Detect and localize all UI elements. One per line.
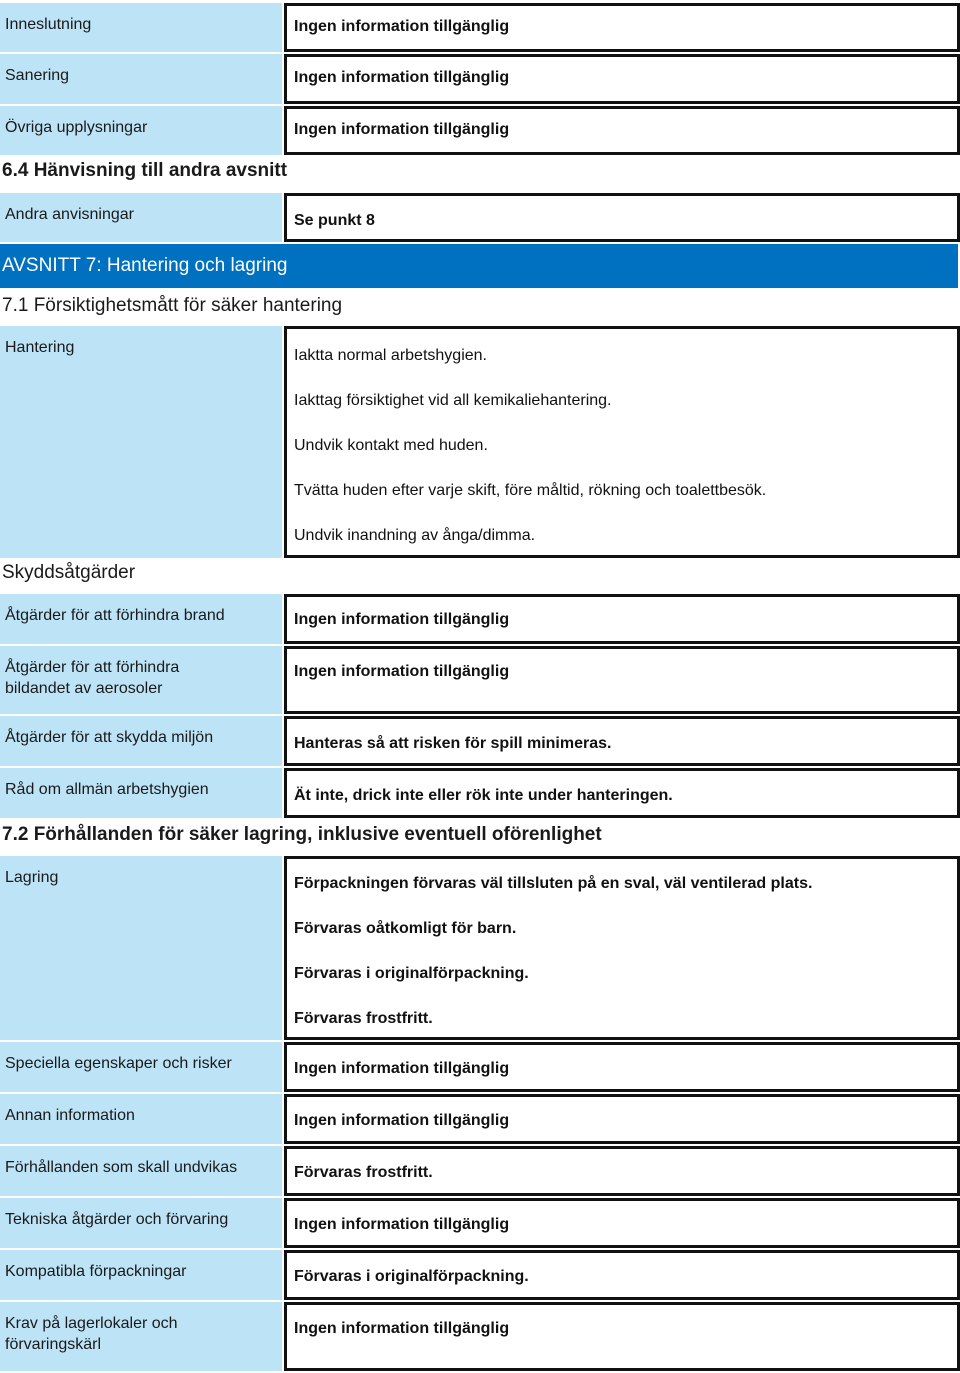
row-label: Andra anvisningar xyxy=(0,193,282,242)
row-label: Åtgärder för att förhindra bildandet av aerosoler xyxy=(0,646,282,714)
row-label: Hantering xyxy=(0,326,282,558)
table-row xyxy=(0,716,960,766)
row-value: Ingen information tillgänglig xyxy=(284,3,960,52)
table-row xyxy=(0,594,960,644)
row-value: Hanteras så att risken för spill minimeras. xyxy=(284,716,960,766)
table-row xyxy=(0,3,960,52)
row-value xyxy=(284,856,960,1040)
table-row xyxy=(0,646,960,714)
row-value: Förvaras i originalförpackning. xyxy=(284,1250,960,1300)
row-label: Råd om allmän arbetshygien xyxy=(0,768,282,818)
section-heading-7-1: 7.1 Försiktighetsmått för säker hantering xyxy=(2,295,343,316)
table-row xyxy=(0,106,960,155)
row-value: Ingen information tillgänglig xyxy=(284,1042,960,1092)
row-value xyxy=(284,326,960,558)
row-label: Sanering xyxy=(0,54,282,104)
row-label: Inneslutning xyxy=(0,3,282,52)
text-line: Förvaras frostfritt. xyxy=(294,1010,433,1027)
row-value: Ingen information tillgänglig xyxy=(284,1094,960,1144)
text-line: Iaktta normal arbetshygien. xyxy=(294,347,487,364)
row-value: Ingen information tillgänglig xyxy=(284,106,960,155)
row-label: Lagring xyxy=(0,856,282,1040)
subsection-heading: Skyddsåtgärder xyxy=(2,562,136,583)
table-row xyxy=(0,1302,960,1371)
table-row xyxy=(0,1250,960,1300)
row-label: Krav på lagerlokaler och förvaringskärl xyxy=(0,1302,282,1371)
row-label: Speciella egenskaper och risker xyxy=(0,1042,282,1092)
table-row xyxy=(0,193,960,242)
row-value: Ingen information tillgänglig xyxy=(284,594,960,644)
table-row xyxy=(0,1198,960,1248)
section-heading-6-4: 6.4 Hänvisning till andra avsnitt xyxy=(2,160,288,181)
row-label: Övriga upplysningar xyxy=(0,106,282,155)
table-row xyxy=(0,326,960,558)
table-row xyxy=(0,1146,960,1196)
row-label: Förhållanden som skall undvikas xyxy=(0,1146,282,1196)
row-value: Ingen information tillgänglig xyxy=(284,54,960,104)
row-value: Förvaras frostfritt. xyxy=(284,1146,960,1196)
row-label: Åtgärder för att förhindra brand xyxy=(0,594,282,644)
table-row xyxy=(0,856,960,1040)
text-line: Undvik kontakt med huden. xyxy=(294,437,488,454)
section-heading-7-2: 7.2 Förhållanden för säker lagring, inklusive eventuell oförenlighet xyxy=(2,824,602,845)
row-value: Ingen information tillgänglig xyxy=(284,646,960,714)
row-value: Se punkt 8 xyxy=(284,193,960,242)
section-title-bar: AVSNITT 7: Hantering och lagring xyxy=(0,244,958,288)
text-line: Iakttag försiktighet vid all kemikaliehantering. xyxy=(294,392,612,409)
text-line: Förvaras i originalförpackning. xyxy=(294,965,529,982)
row-value: Ät inte, drick inte eller rök inte under hanteringen. xyxy=(284,768,960,818)
row-value: Ingen information tillgänglig xyxy=(284,1198,960,1248)
row-label: Kompatibla förpackningar xyxy=(0,1250,282,1300)
row-label: Tekniska åtgärder och förvaring xyxy=(0,1198,282,1248)
text-line: Tvätta huden efter varje skift, före måltid, rökning och toalettbesök. xyxy=(294,482,767,499)
text-line: Undvik inandning av ånga/dimma. xyxy=(294,527,536,544)
table-row xyxy=(0,768,960,818)
table-row xyxy=(0,1094,960,1144)
table-row xyxy=(0,54,960,104)
text-line: Förvaras oåtkomligt för barn. xyxy=(294,920,517,937)
table-row xyxy=(0,1042,960,1092)
row-label: Åtgärder för att skydda miljön xyxy=(0,716,282,766)
text-line: Förpackningen förvaras väl tillsluten på en sval, väl ventilerad plats. xyxy=(294,875,813,892)
row-label: Annan information xyxy=(0,1094,282,1144)
row-value: Ingen information tillgänglig xyxy=(284,1302,960,1371)
